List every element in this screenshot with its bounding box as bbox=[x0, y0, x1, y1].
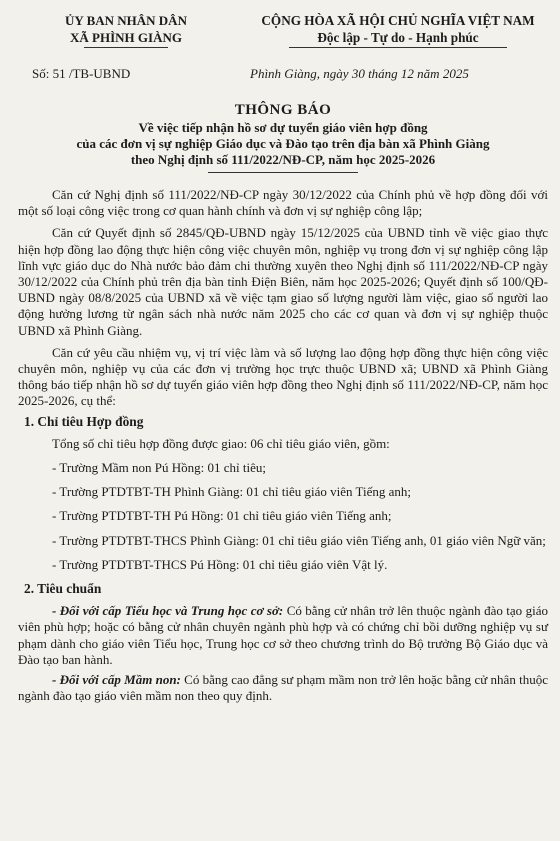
document-body bbox=[18, 187, 548, 704]
agency-line-1: ỦY BAN NHÂN DÂN bbox=[65, 13, 187, 28]
document-header bbox=[18, 8, 548, 98]
document-type: THÔNG BÁO bbox=[234, 102, 332, 118]
quota-item: - Trường PTDTBT-THCS Phình Giàng: 01 chỉ tiêu giáo viên Tiếng anh, 01 giáo viên Ngữ văn; bbox=[52, 532, 546, 548]
standard-preschool bbox=[18, 672, 548, 704]
document-date: Phình Giàng, ngày 30 tháng 12 năm 2025 bbox=[250, 66, 469, 81]
nation-line-2: Độc lập - Tự do - Hạnh phúc bbox=[317, 30, 479, 45]
standard-preschool-text: Có bằng cao đẳng sư phạm mầm non trở lên hoặc bằng cử nhân thuộc ngành đào tạo giáo viên mầm non theo quy định. bbox=[18, 672, 548, 704]
document-title-block bbox=[18, 101, 548, 173]
agency-line-2: XÃ PHÌNH GIÀNG bbox=[70, 30, 182, 45]
national-motto bbox=[233, 12, 560, 48]
motto-underline bbox=[289, 47, 507, 48]
quota-item: - Trường PTDTBT-TH Pú Hồng: 01 chỉ tiêu giáo viên Tiếng anh; bbox=[52, 508, 392, 524]
agency-underline bbox=[84, 47, 168, 48]
legal-basis-3: Căn cứ yêu cầu nhiệm vụ, vị trí việc làm và số lượng lao động hợp đồng thực hiện công việc chuyên môn, nghiệp vụ của các đơn vị trường học trực thuộc UBND xã; UBND xã Phình Giàng thông báo tiếp nhận hồ sơ dự tuyển giáo viên hợp đồng theo Nghị định số 111/2022/NĐ-CP, năm học 2025-2026, cụ thể: bbox=[18, 344, 548, 409]
document-number: Số: 51 /TB-UBND bbox=[32, 66, 131, 81]
standard-primary-secondary bbox=[18, 603, 548, 668]
section-2-heading: 2. Tiêu chuẩn bbox=[24, 581, 102, 597]
subject-line-1: Về việc tiếp nhận hồ sơ dự tuyển giáo viên hợp đồng bbox=[138, 120, 428, 135]
legal-basis-1: Căn cứ Nghị định số 111/2022/NĐ-CP ngày 30/12/2022 của Chính phủ về hợp đồng đối với một số loại công việc trong cơ quan hành chính và đơn vị sự nghiệp công lập; bbox=[18, 187, 548, 219]
section-1-heading: 1. Chỉ tiêu Hợp đồng bbox=[24, 413, 144, 429]
standard-primary-secondary-text: Có bằng cử nhân trở lên thuộc ngành đào tạo giáo viên phù hợp; hoặc có bằng cử nhân chuyên ngành phù hợp và có chứng chỉ bồi dưỡng nghiệp vụ sư phạm dành cho giáo viên Tiểu học, Trung học cơ sở theo chương trình do Bộ trưởng Bộ Giáo dục và Đào tạo ban hành. bbox=[18, 603, 548, 667]
quota-item: - Trường Mầm non Pú Hồng: 01 chỉ tiêu; bbox=[52, 460, 266, 476]
subject-line-2: của các đơn vị sự nghiệp Giáo dục và Đào tạo trên địa bàn xã Phình Giàng bbox=[76, 136, 490, 151]
legal-basis-2: Căn cứ Quyết định số 2845/QĐ-UBND ngày 15/12/2025 của UBND tỉnh về việc giao thực hiện hợp đồng lao động thực hiện công việc chuyên môn, nghiệp vụ trong đơn vị sự nghiệp công lập lĩnh vực giáo dục do Nhà nước bảo đảm chi thường xuyên theo Nghị định số 111/2022/NĐ-CP ngày 30/12/2022 của Chính phủ trên địa bàn tỉnh Điện Biên, năm học 2025-2026; Quyết định số 100/QĐ-UBND ngày 08/8/2025 của UBND xã về việc tạm giao số lượng người làm việc, giao số người lao động hưởng lương từ ngân sách nhà nước năm 2025 cho các cơ quan và đơn vị sự nghiệp thuộc UBND xã Phình Giàng. bbox=[18, 225, 548, 338]
issuing-agency bbox=[26, 12, 226, 48]
title-underline bbox=[208, 172, 358, 173]
quota-item: - Trường PTDTBT-TH Phình Giàng: 01 chỉ tiêu giáo viên Tiếng anh; bbox=[52, 484, 412, 500]
quota-item: - Trường PTDTBT-THCS Pú Hồng: 01 chỉ tiêu giáo viên Vật lý. bbox=[52, 556, 388, 572]
standard-preschool-lead: - Đối với cấp Mầm non: bbox=[52, 672, 181, 688]
standard-primary-secondary-lead: - Đối với cấp Tiểu học và Trung học cơ sở: bbox=[52, 603, 284, 619]
section-1-intro: Tổng số chỉ tiêu hợp đồng được giao: 06 chỉ tiêu giáo viên, gồm: bbox=[52, 435, 390, 451]
subject-line-3: theo Nghị định số 111/2022/NĐ-CP, năm học 2025-2026 bbox=[130, 152, 436, 167]
nation-line-1: CỘNG HÒA XÃ HỘI CHỦ NGHĨA VIỆT NAM bbox=[261, 13, 535, 28]
